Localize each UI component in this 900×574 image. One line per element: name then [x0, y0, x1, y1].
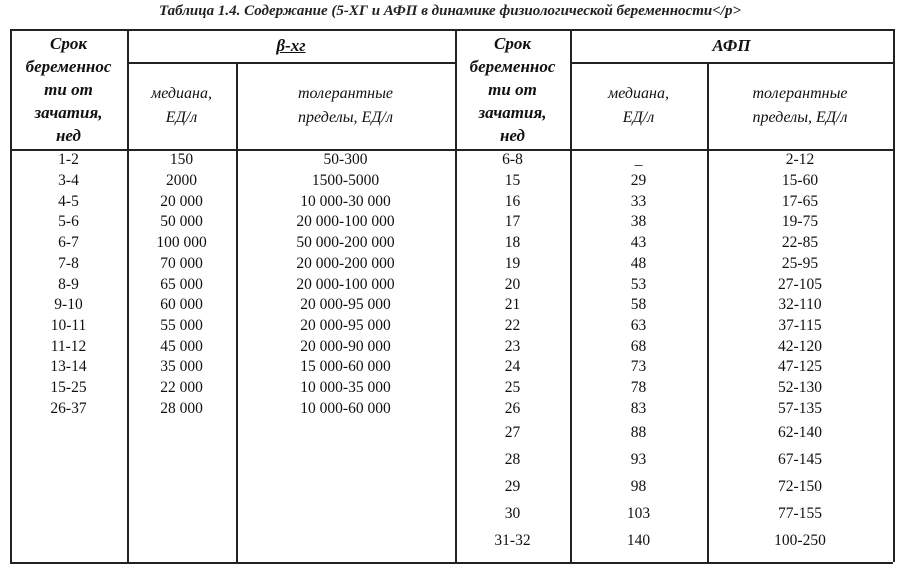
- afp-range-cell: 77-155: [778, 504, 822, 522]
- hcg-median-cell: 2000: [166, 172, 197, 190]
- afp-median-cell: 98: [630, 477, 647, 495]
- afp-median-cell: 68: [630, 337, 647, 355]
- range-header-left: толерантные пределы, ЕД/л: [298, 84, 393, 126]
- afp-term-cell: 27: [504, 423, 521, 441]
- afp-median-cell: 63: [630, 316, 647, 334]
- afp-median-cell: _: [634, 151, 643, 169]
- hcg-term-cell: 10-11: [50, 316, 87, 334]
- hcg-median-cell: 60 000: [160, 296, 203, 314]
- hcg-range-cell: 20 000-95 000: [300, 296, 391, 314]
- hcg-range-cell: 10 000-35 000: [300, 379, 391, 397]
- median-header-left: медиана, ЕД/л: [151, 84, 212, 126]
- afp-term-cell: 25: [504, 379, 521, 397]
- afp-median-cell: 83: [630, 399, 647, 417]
- hcg-term-cell: 1-2: [58, 151, 79, 169]
- afp-term-cell: 21: [504, 296, 521, 314]
- hcg-median-cell: 65 000: [160, 275, 203, 293]
- afp-term-cell: 24: [504, 358, 521, 376]
- hcg-term-cell: 26-37: [50, 399, 87, 417]
- afp-median-cell: 38: [630, 213, 647, 231]
- afp-term-cell: 23: [504, 337, 521, 355]
- hcg-term-cell: 5-6: [58, 213, 79, 231]
- hcg-median-cell: 28 000: [160, 399, 203, 417]
- afp-median-cell: 33: [630, 192, 647, 210]
- hcg-range-cell: 20 000-90 000: [300, 337, 391, 355]
- hcg-range-cell: 50-300: [323, 151, 368, 169]
- afp-range-cell: 25-95: [781, 254, 819, 272]
- hcg-term-cell: 13-14: [50, 358, 87, 376]
- hcg-range-cell: 10 000-60 000: [300, 399, 391, 417]
- afp-range-cell: 37-115: [778, 316, 822, 334]
- table-bottom-border: [10, 562, 893, 564]
- hcg-median-cell: 70 000: [160, 254, 203, 272]
- hcg-term-cell: 7-8: [58, 254, 79, 272]
- afp-term-cell: 15: [504, 172, 521, 190]
- hcg-range-cell: 20 000-200 000: [296, 254, 395, 272]
- afp-median-cell: 140: [626, 531, 651, 549]
- hcg-range-cell: 20 000-100 000: [296, 275, 395, 293]
- afp-median-cell: 73: [630, 358, 647, 376]
- afp-median-cell: 29: [630, 172, 647, 190]
- afp-term-cell: 17: [504, 213, 521, 231]
- hcg-range-cell: 15 000-60 000: [300, 358, 391, 376]
- hcg-median-cell: 35 000: [160, 358, 203, 376]
- afp-term-cell: 19: [504, 254, 521, 272]
- table-caption: Таблица 1.4. Содержание (5-ХГ и АФП в динамике физиологической беременности</p>: [158, 3, 741, 19]
- afp-range-cell: 32-110: [778, 296, 822, 314]
- hcg-term-cell: 9-10: [54, 296, 83, 314]
- afp-range-cell: 22-85: [781, 234, 819, 252]
- afp-term-cell: 30: [504, 504, 521, 522]
- afp-range-cell: 15-60: [781, 172, 819, 190]
- afp-median-cell: 58: [630, 296, 647, 314]
- afp-term-cell: 6-8: [502, 151, 523, 169]
- afp-range-cell: 2-12: [785, 151, 815, 169]
- afp-term-cell: 28: [504, 450, 521, 468]
- hcg-range-cell: 20 000-95 000: [300, 316, 391, 334]
- hcg-median-cell: 50 000: [160, 213, 203, 231]
- hcg-range-cell: 1500-5000: [311, 172, 380, 190]
- afp-median-cell: 88: [630, 423, 647, 441]
- afp-median-cell: 43: [630, 234, 647, 252]
- afp-range-cell: 62-140: [778, 423, 822, 441]
- afp-range-cell: 27-105: [778, 275, 822, 293]
- afp-term-cell: 18: [504, 234, 521, 252]
- afp-term-cell: 29: [504, 477, 521, 495]
- median-header-right: медиана, ЕД/л: [608, 84, 669, 126]
- afp-range-cell: 100-250: [774, 531, 826, 549]
- hcg-median-cell: 150: [169, 151, 194, 169]
- range-header-right: толерантные пределы, ЕД/л: [752, 84, 848, 126]
- afp-median-cell: 78: [630, 379, 647, 397]
- afp-term-cell: 16: [504, 192, 521, 210]
- hcg-term-cell: 15-25: [50, 379, 87, 397]
- hcg-term-cell: 6-7: [58, 234, 79, 252]
- afp-range-cell: 67-145: [778, 450, 822, 468]
- afp-range-cell: 47-125: [778, 358, 822, 376]
- afp-term-cell: 22: [504, 316, 521, 334]
- afp-range-cell: 57-135: [778, 399, 822, 417]
- hcg-range-cell: 10 000-30 000: [300, 192, 391, 210]
- group-header-hcg: β-хг: [276, 36, 306, 55]
- afp-median-cell: 53: [630, 275, 647, 293]
- afp-term-cell: 26: [504, 399, 521, 417]
- afp-range-cell: 42-120: [778, 337, 822, 355]
- hcg-range-cell: 50 000-200 000: [296, 234, 395, 252]
- afp-range-cell: 52-130: [778, 379, 822, 397]
- hcg-term-cell: 3-4: [58, 172, 79, 190]
- afp-range-cell: 19-75: [781, 213, 819, 231]
- hcg-median-cell: 45 000: [160, 337, 203, 355]
- group-header-afp: АФП: [712, 36, 751, 55]
- afp-term-cell: 31-32: [494, 531, 531, 549]
- hcg-median-cell: 55 000: [160, 316, 203, 334]
- afp-range-cell: 72-150: [778, 477, 822, 495]
- afp-median-cell: 48: [630, 254, 647, 272]
- hcg-range-cell: 20 000-100 000: [296, 213, 395, 231]
- table-right-border: [893, 29, 895, 562]
- hcg-term-cell: 8-9: [58, 275, 79, 293]
- afp-term-cell: 20: [504, 275, 521, 293]
- hcg-median-cell: 22 000: [160, 379, 203, 397]
- hcg-median-cell: 100 000: [156, 234, 207, 252]
- afp-median-cell: 103: [626, 504, 651, 522]
- afp-range-cell: 17-65: [781, 192, 819, 210]
- term-header-left: Срок беременнос ти от зачатия, нед: [25, 33, 112, 145]
- hcg-median-cell: 20 000: [160, 192, 203, 210]
- term-header-right: Срок беременнос ти от зачатия, нед: [469, 33, 556, 145]
- hcg-term-cell: 4-5: [58, 192, 79, 210]
- afp-median-cell: 93: [630, 450, 647, 468]
- hcg-term-cell: 11-12: [50, 337, 87, 355]
